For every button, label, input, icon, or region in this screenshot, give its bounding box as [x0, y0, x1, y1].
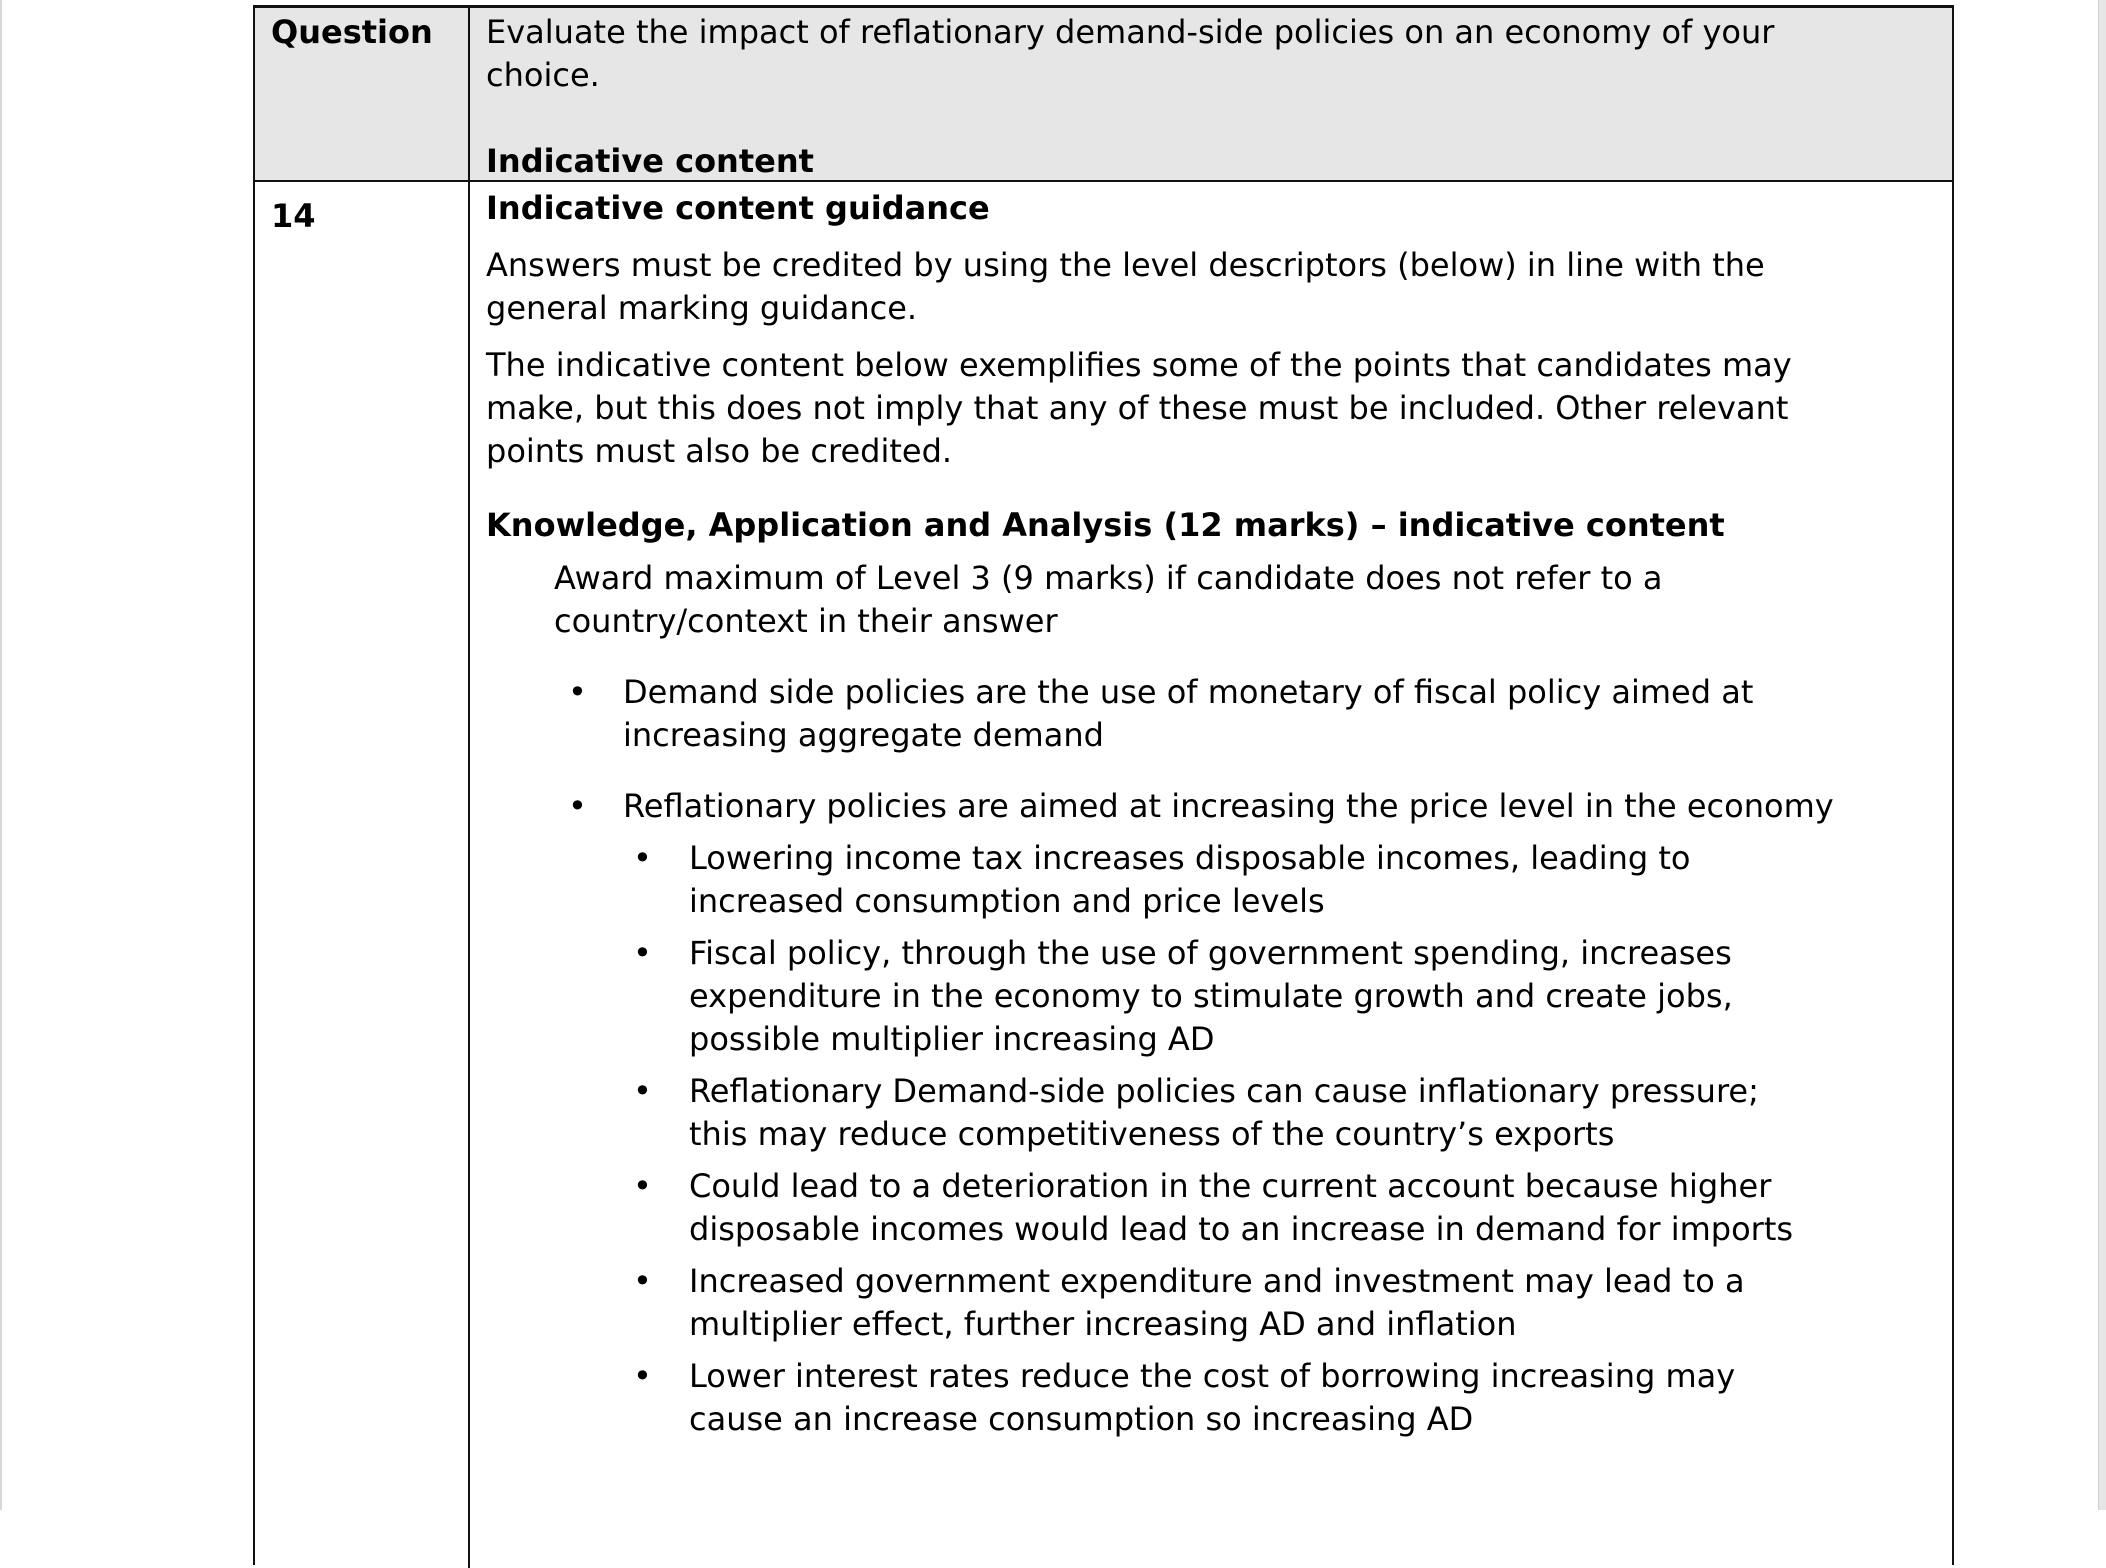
- sub-list-item: [633, 1260, 1922, 1346]
- bullet-icon: •: [633, 839, 652, 877]
- bullet-icon: •: [633, 1072, 652, 1110]
- list-item-text: Increased government expenditure and investment may lead to a multiplier effect, further increasing AD and inflation: [689, 1262, 1745, 1343]
- sub-list-item: [633, 1070, 1922, 1156]
- guidance-heading: Indicative content guidance: [486, 189, 990, 227]
- award-note: Award maximum of Level 3 (9 marks) if candidate does not refer to a country/context in their answer: [554, 559, 1663, 640]
- bullet-icon: •: [633, 934, 652, 972]
- list-item-text: Lower interest rates reduce the cost of borrowing increasing may cause an increase consumption so increasing AD: [689, 1357, 1736, 1438]
- list-item-text: Could lead to a deterioration in the current account because higher disposable incomes would lead to an increase in demand for imports: [689, 1167, 1794, 1248]
- kaa-bullet-list: [568, 671, 1922, 1441]
- sub-list-item: [633, 932, 1922, 1061]
- indicative-content-label: Indicative content: [486, 142, 814, 180]
- kaa-heading: Knowledge, Application and Analysis (12 marks) – indicative content: [486, 506, 1725, 544]
- answer-row: [255, 182, 1952, 1568]
- question-header-label: Question: [271, 13, 433, 51]
- list-item-text: Reflationary Demand-side policies can cause inflationary pressure; this may reduce competitiveness of the country’s exports: [689, 1072, 1759, 1153]
- question-number: 14: [271, 197, 316, 235]
- guidance-paragraph: Answers must be credited by using the level descriptors (below) in line with the general marking guidance.: [486, 246, 1765, 327]
- list-item-text: Reflationary policies are aimed at increasing the price level in the economy: [623, 787, 1834, 825]
- answer-content-cell: [470, 182, 1952, 1568]
- list-item-text: Demand side policies are the use of monetary of fiscal policy aimed at increasing aggregate demand: [623, 673, 1754, 754]
- question-text: Evaluate the impact of reflationary demand-side policies on an economy of your choice.: [486, 13, 1775, 94]
- question-number-cell: [255, 182, 470, 1568]
- list-item: [568, 671, 1922, 757]
- list-item-text: Fiscal policy, through the use of government spending, increases expenditure in the economy to stimulate growth and create jobs, possible multiplier increasing AD: [689, 934, 1733, 1058]
- guidance-paragraph: The indicative content below exemplifies some of the points that candidates may make, but this does not imply that any of these must be included. Other relevant points must also be credited.: [486, 346, 1792, 470]
- sub-list-item: [633, 1355, 1922, 1441]
- question-text-cell: [470, 8, 1952, 180]
- bullet-icon: •: [568, 787, 587, 825]
- sub-bullet-list: [633, 837, 1922, 1441]
- bullet-icon: •: [568, 673, 587, 711]
- list-item-text: Lowering income tax increases disposable incomes, leading to increased consumption and price levels: [689, 839, 1691, 920]
- page-edge-line-left: [0, 0, 2, 1510]
- sub-list-item: [633, 1165, 1922, 1251]
- question-header-row: [255, 8, 1952, 182]
- question-header-cell: [255, 8, 470, 180]
- mark-scheme-table: [253, 5, 1954, 1565]
- page-edge-line-right: [2098, 0, 2106, 1510]
- sub-list-item: [633, 837, 1922, 923]
- bullet-icon: •: [633, 1357, 652, 1395]
- bullet-icon: •: [633, 1167, 652, 1205]
- list-item: [568, 785, 1922, 1441]
- bullet-icon: •: [633, 1262, 652, 1300]
